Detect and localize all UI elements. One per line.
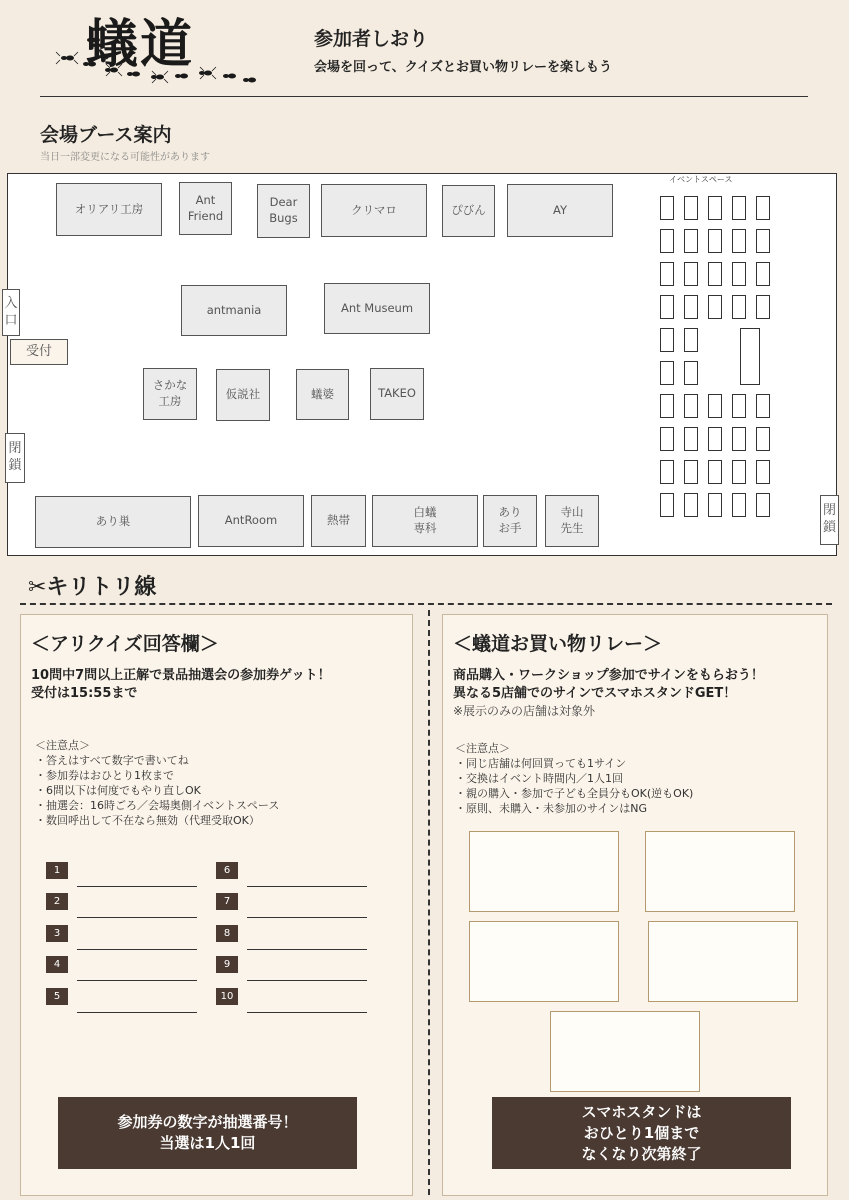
booth-antroom: AntRoom — [198, 495, 304, 547]
quiz-note: ・数回呼出して不在なら無効（代理受取OK） — [35, 814, 260, 827]
relay-note: ・交換はイベント時間内／1人1回 — [455, 772, 623, 785]
event-table — [732, 262, 746, 286]
event-table — [660, 196, 674, 220]
booth-dear-bugs: Dear Bugs — [257, 184, 310, 238]
booth-kasetsusha: 仮説社 — [216, 369, 270, 421]
event-table — [684, 295, 698, 319]
event-table — [708, 394, 722, 418]
event-table — [684, 328, 698, 352]
booth-sakana: さかな 工房 — [143, 368, 197, 420]
page-title: 参加者しおり — [314, 28, 429, 50]
logo-text: 蟻道 — [86, 14, 195, 75]
event-table — [660, 460, 674, 484]
question-number: 5 — [46, 988, 68, 1005]
answer-field[interactable] — [77, 917, 197, 918]
quiz-lead-2: 受付は15:55まで — [31, 686, 138, 701]
event-table — [756, 196, 770, 220]
logo — [50, 0, 260, 92]
quiz-note: ・抽選会：16時ごろ／会場奥側イベントスペース — [35, 799, 280, 812]
stamp-box[interactable] — [648, 921, 798, 1002]
event-table — [708, 427, 722, 451]
quiz-note: ＜注意点＞ — [35, 739, 90, 752]
event-table — [756, 493, 770, 517]
booth-takeo: TAKEO — [370, 368, 424, 420]
answer-field[interactable] — [77, 1012, 197, 1013]
event-table — [756, 262, 770, 286]
quiz-panel — [20, 614, 413, 1196]
booth-ariote: あり お手 — [483, 495, 537, 547]
event-table — [660, 493, 674, 517]
question-number: 8 — [216, 925, 238, 942]
event-table — [756, 427, 770, 451]
relay-footer-box: スマホスタンドは おひとり1個まで なくなり次第終了 — [492, 1097, 791, 1169]
event-table — [756, 295, 770, 319]
quiz-note: ・6問以下は何度でもやり直しOK — [35, 784, 201, 797]
event-table — [660, 427, 674, 451]
cut-line-title: ✂キリトリ線 — [28, 575, 157, 600]
event-table — [684, 427, 698, 451]
answer-field[interactable] — [77, 886, 197, 887]
answer-field[interactable] — [247, 1012, 367, 1013]
answer-field[interactable] — [247, 949, 367, 950]
cut-line-vertical — [428, 610, 430, 1195]
event-table — [660, 394, 674, 418]
event-table — [732, 295, 746, 319]
event-table — [708, 295, 722, 319]
question-number: 7 — [216, 893, 238, 910]
stamp-box[interactable] — [469, 921, 619, 1002]
closed-left-marker: 閉 鎖 — [5, 433, 25, 483]
event-table — [732, 427, 746, 451]
event-stage-table — [740, 328, 760, 385]
event-table — [660, 295, 674, 319]
quiz-note: ・答えはすべて数字で書いてね — [35, 754, 189, 767]
event-table — [684, 361, 698, 385]
booth-gisha: 蟻婆 — [296, 369, 349, 420]
question-number: 10 — [216, 988, 238, 1005]
relay-title: ＜蟻道お買い物リレー＞ — [453, 633, 663, 655]
question-number: 4 — [46, 956, 68, 973]
booth-terayama: 寺山 先生 — [545, 495, 599, 547]
relay-lead-note: ※展示のみの店舗は対象外 — [453, 704, 596, 718]
event-table — [732, 493, 746, 517]
entrance-marker: 入 口 — [2, 289, 20, 336]
event-table — [756, 460, 770, 484]
event-table — [756, 229, 770, 253]
venue-map — [7, 173, 837, 556]
answer-field[interactable] — [247, 886, 367, 887]
relay-lead-1: 商品購入・ワークショップ参加でサインをもらおう！ — [453, 668, 764, 683]
event-table — [660, 328, 674, 352]
event-table — [732, 394, 746, 418]
answer-field[interactable] — [77, 980, 197, 981]
event-table — [732, 196, 746, 220]
booth-oriari: オリアリ工房 — [56, 183, 162, 236]
event-table — [684, 460, 698, 484]
relay-note: ・親の購入・参加で子ども全員分もOK(逆もOK) — [455, 787, 694, 800]
stamp-box[interactable] — [469, 831, 619, 912]
answer-field[interactable] — [247, 917, 367, 918]
question-number: 6 — [216, 862, 238, 879]
quiz-notes — [35, 738, 279, 828]
closed-right-marker: 閉 鎖 — [820, 495, 839, 545]
booth-kurimaro: クリマロ — [321, 184, 427, 237]
event-table — [708, 460, 722, 484]
event-table — [756, 394, 770, 418]
event-table — [684, 196, 698, 220]
quiz-note: ・参加券はおひとり1枚まで — [35, 769, 174, 782]
booth-pibin: ぴびん — [442, 185, 495, 237]
booth-ay: AY — [507, 184, 613, 237]
booth-ant-friend: Ant Friend — [179, 182, 232, 235]
event-table — [660, 262, 674, 286]
relay-note: ＜注意点＞ — [455, 742, 510, 755]
booth-nettai: 熱帯 — [311, 495, 366, 547]
relay-panel — [442, 614, 828, 1196]
booth-ant-museum: Ant Museum — [324, 283, 430, 334]
answer-field[interactable] — [247, 980, 367, 981]
quiz-lead-1: 10問中7問以上正解で景品抽選会の参加券ゲット！ — [31, 668, 331, 683]
relay-note: ・同じ店舗は何回買っても1サイン — [455, 757, 627, 770]
map-section-title: 会場ブース案内 — [40, 124, 172, 146]
answer-field[interactable] — [77, 949, 197, 950]
relay-notes — [455, 741, 693, 816]
event-table — [732, 229, 746, 253]
quiz-title: ＜アリクイズ回答欄＞ — [31, 633, 219, 655]
header-divider — [40, 96, 808, 97]
question-number: 9 — [216, 956, 238, 973]
booth-arisu: あり巣 — [35, 496, 191, 548]
event-table — [708, 196, 722, 220]
event-table — [708, 229, 722, 253]
event-table — [684, 394, 698, 418]
booth-shiroari: 白蟻 専科 — [372, 495, 478, 547]
reception-marker: 受付 — [10, 339, 68, 365]
question-number: 1 — [46, 862, 68, 879]
event-table — [708, 493, 722, 517]
relay-lead-2: 異なる5店舗でのサインでスマホスタンドGET！ — [453, 686, 737, 701]
map-section-note: 当日一部変更になる可能性があります — [40, 152, 210, 163]
question-number: 2 — [46, 893, 68, 910]
booth-antmania: antmania — [181, 285, 287, 336]
event-table — [684, 229, 698, 253]
event-table — [732, 460, 746, 484]
quiz-footer-box: 参加券の数字が抽選番号！ 当選は1人1回 — [58, 1097, 357, 1169]
event-table — [660, 361, 674, 385]
cut-line-horizontal — [20, 603, 832, 605]
event-table — [660, 229, 674, 253]
event-table — [684, 493, 698, 517]
event-table — [708, 262, 722, 286]
stamp-box[interactable] — [550, 1011, 700, 1092]
stamp-box[interactable] — [645, 831, 795, 912]
relay-note: ・原則、未購入・未参加のサインはNG — [455, 802, 647, 815]
event-space-label: イベントスペース — [669, 175, 733, 184]
event-table — [684, 262, 698, 286]
page-subtitle: 会場を回って、クイズとお買い物リレーを楽しもう — [314, 60, 612, 75]
question-number: 3 — [46, 925, 68, 942]
